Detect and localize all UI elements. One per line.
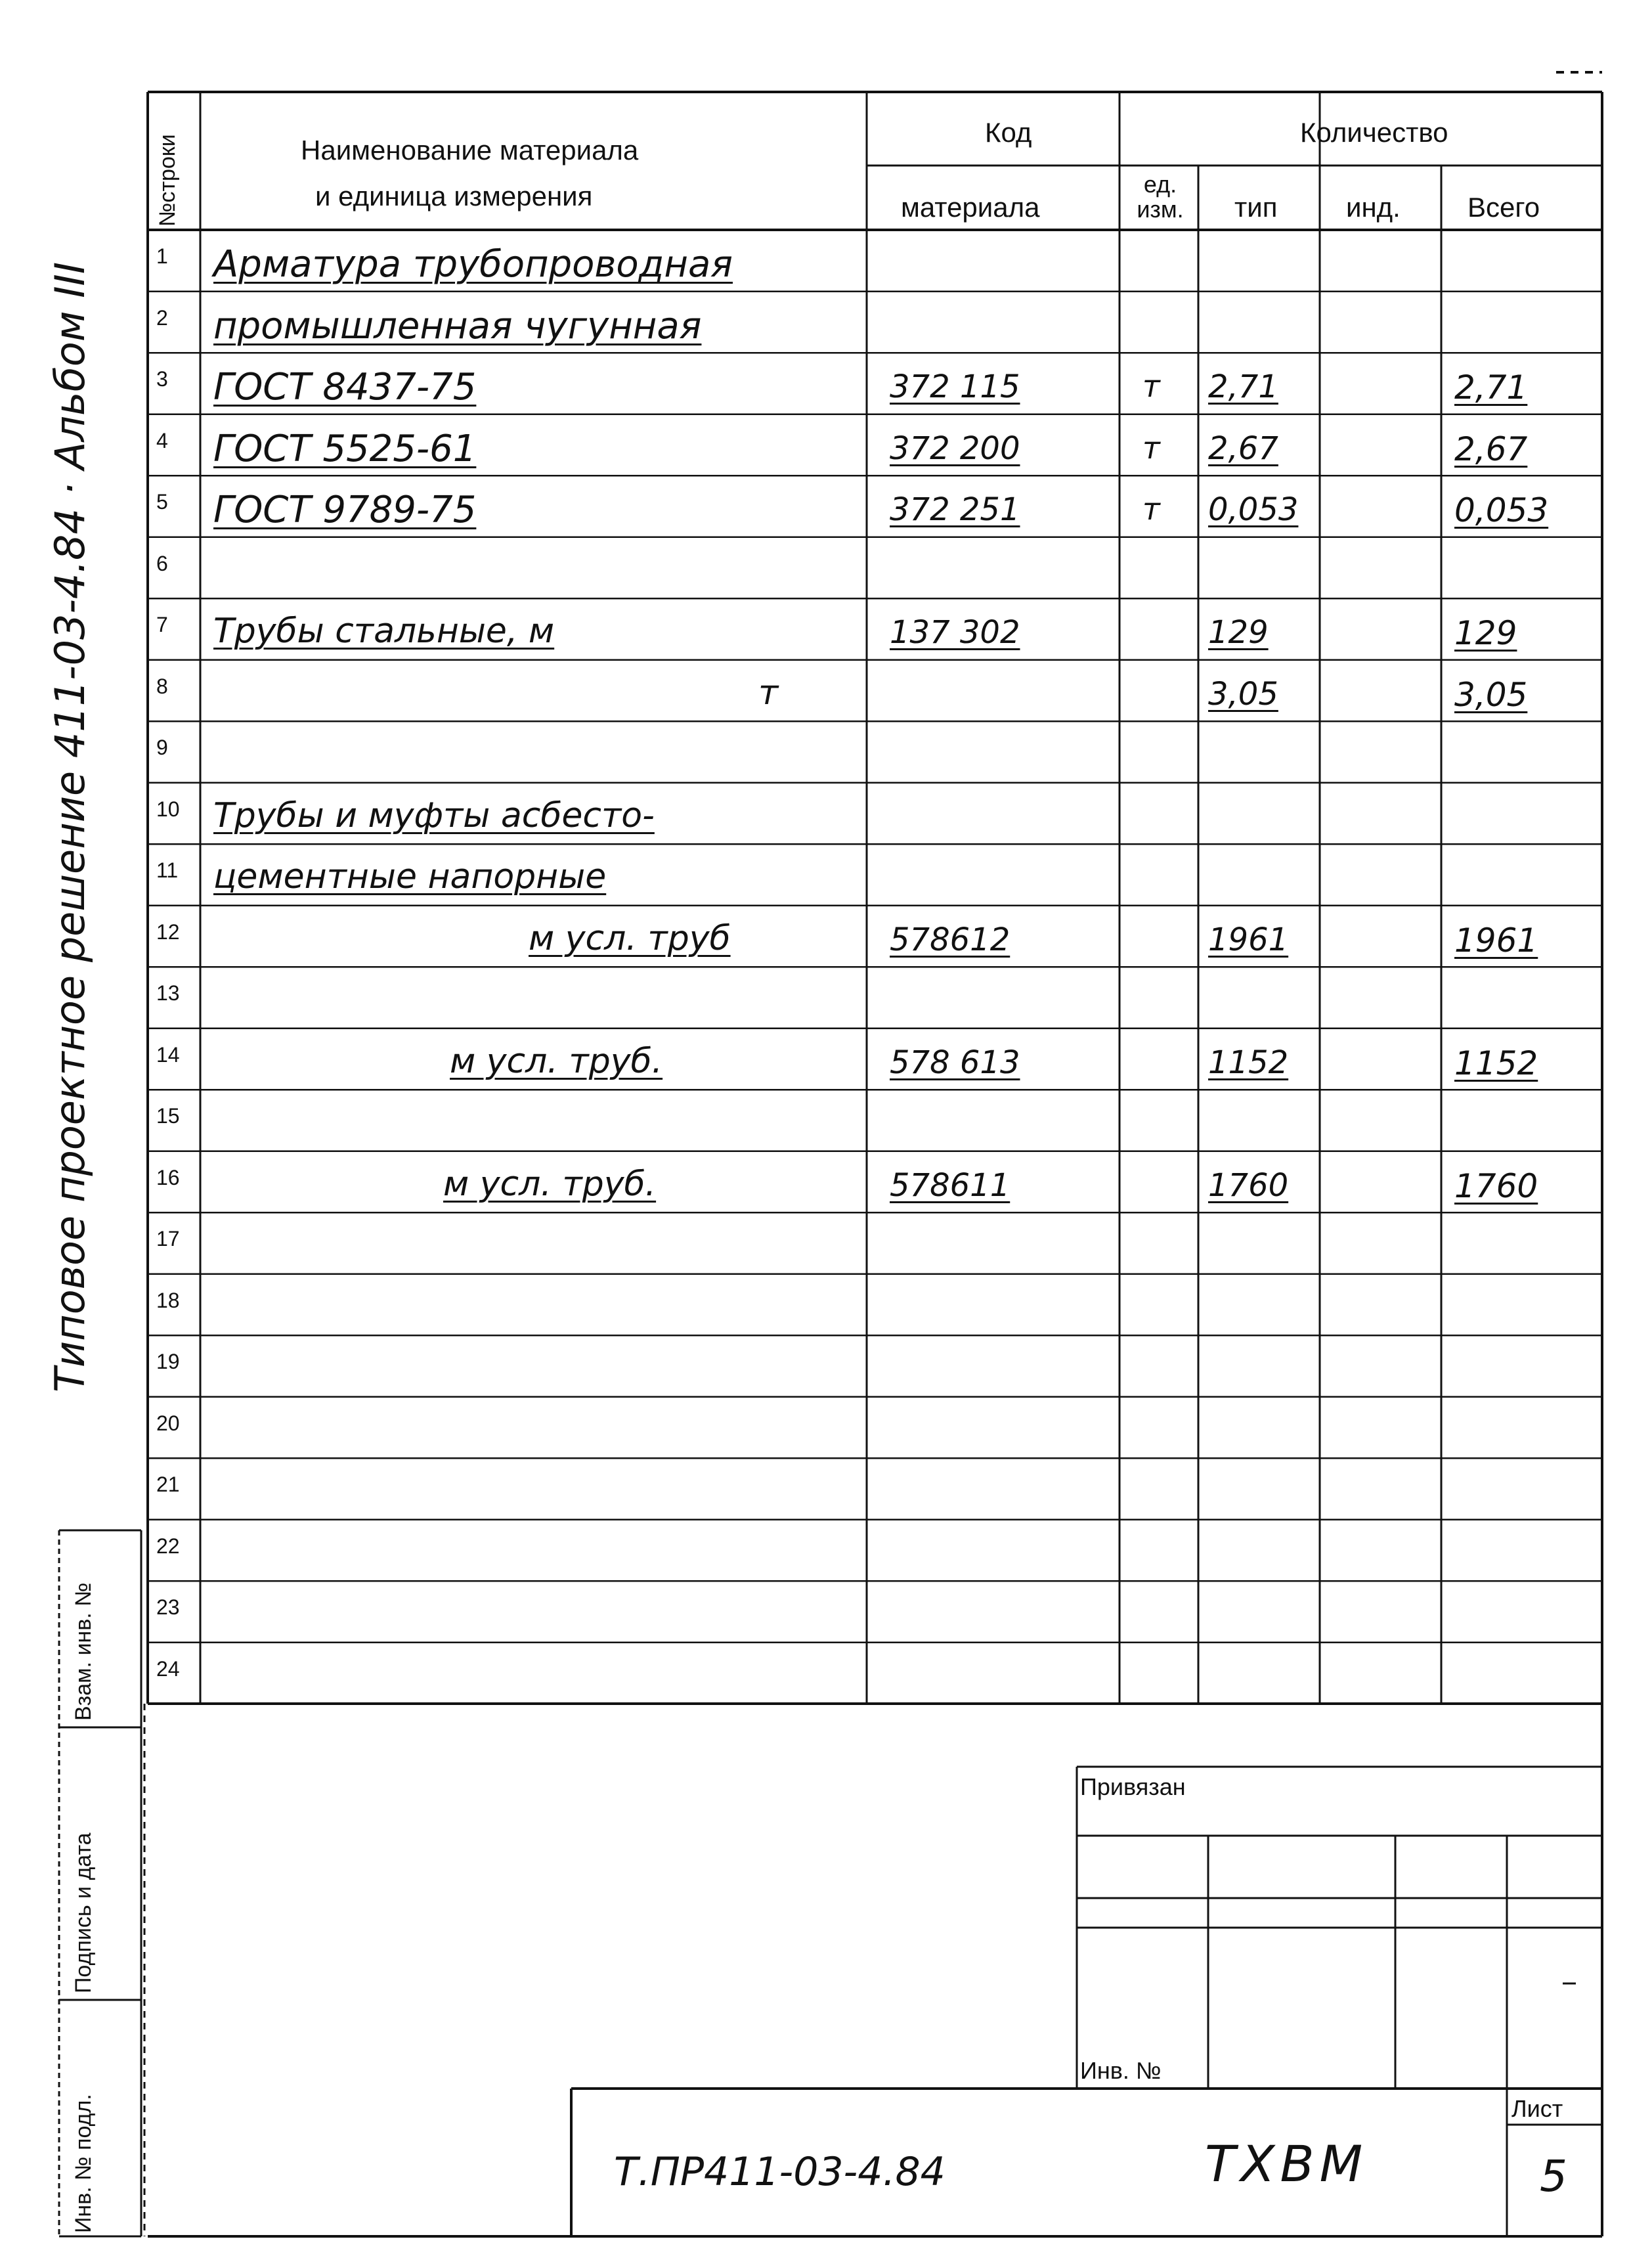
row-number: 22 (156, 1534, 180, 1558)
row-number: 16 (156, 1165, 180, 1189)
row-number: 17 (156, 1227, 180, 1251)
row-material-name: промышленная чугунная (213, 304, 702, 347)
header-code-material: материала (901, 192, 1040, 223)
row-number: 12 (156, 919, 180, 944)
row-number: 15 (156, 1104, 180, 1128)
header-qty-total: Всего (1467, 192, 1540, 223)
stamp-privyazan: Привязан (1080, 1773, 1186, 1800)
stamp-doc-code: Т.ПР411-03-4.84 (614, 2149, 946, 2195)
row-material-name: Трубы стальные, м (213, 611, 555, 651)
row-material-code: 578 613 (890, 1044, 1020, 1081)
row-qty-type: 129 (1208, 614, 1269, 651)
row-number: 18 (156, 1288, 180, 1312)
row-number: 7 (156, 613, 168, 636)
row-qty-type: 2,67 (1208, 430, 1278, 467)
header-code: Код (985, 117, 1032, 148)
header-code-unit: ед. изм. (1137, 171, 1184, 223)
row-material-code: 372 115 (890, 368, 1020, 405)
row-qty-total: 1760 (1454, 1166, 1538, 1205)
row-material-name: Трубы и муфты асбесто- (213, 795, 655, 835)
row-material-name: м усл. труб (529, 918, 731, 958)
header-name-line2: и единица измерения (315, 181, 593, 211)
row-material-name: т (758, 673, 779, 713)
row-number: 1 (156, 244, 168, 268)
row-qty-total: 1961 (1454, 921, 1538, 960)
row-number: 3 (156, 367, 168, 391)
row-number: 13 (156, 981, 180, 1005)
row-unit: т (1142, 430, 1160, 466)
row-qty-type: 3,05 (1208, 675, 1278, 713)
row-qty-total: 0,053 (1454, 491, 1549, 529)
header-quantity: Количество (1300, 117, 1448, 148)
stamp-mark: ТХВМ (1205, 2135, 1368, 2193)
row-material-code: 578611 (890, 1166, 1011, 1204)
row-unit: т (1142, 368, 1160, 404)
row-number: 6 (156, 551, 168, 575)
row-qty-total: 129 (1454, 614, 1517, 652)
row-number: 9 (156, 736, 168, 759)
row-material-name: ГОСТ 9789-75 (213, 489, 477, 531)
row-qty-type: 1760 (1208, 1166, 1289, 1204)
row-material-code: 372 251 (890, 491, 1020, 528)
row-qty-total: 2,67 (1454, 430, 1528, 468)
row-material-name: Арматура трубопроводная (213, 243, 733, 286)
row-number: 2 (156, 305, 168, 330)
row-material-name: м усл. труб. (450, 1041, 663, 1081)
row-qty-type: 1152 (1208, 1044, 1289, 1081)
row-number: 19 (156, 1350, 180, 1373)
row-qty-total: 3,05 (1454, 675, 1528, 714)
stamp-sheet-label: Лист (1511, 2095, 1563, 2122)
row-number: 11 (156, 858, 179, 882)
row-material-code: 578612 (890, 921, 1011, 958)
row-number: 10 (156, 797, 180, 821)
row-number: 21 (156, 1472, 180, 1496)
header-qty-type: тип (1234, 192, 1278, 223)
row-number: 24 (156, 1656, 180, 1681)
row-material-name: ГОСТ 8437-75 (213, 366, 477, 409)
row-material-code: 372 200 (890, 430, 1020, 467)
row-qty-type: 2,71 (1208, 368, 1278, 405)
row-qty-total: 2,71 (1454, 368, 1528, 407)
margin-inv-podl: Инв. № подл. (71, 2094, 96, 2233)
row-number: 14 (156, 1042, 180, 1067)
row-qty-type: 0,053 (1208, 491, 1299, 528)
row-qty-total: 1152 (1454, 1044, 1538, 1082)
side-title: Типовое проектное решение 411-03-4.84 · Альбом III (46, 261, 94, 1392)
header-row-no: №строки (155, 134, 180, 227)
row-number: 23 (156, 1595, 180, 1619)
header-name-line1: Наименование материала (301, 135, 639, 166)
row-material-name: м усл. труб. (443, 1164, 657, 1204)
margin-podpis-data: Подпись и дата (71, 1832, 96, 1993)
row-number: 5 (156, 490, 168, 514)
row-material-name: ГОСТ 5525-61 (213, 427, 477, 470)
row-number: 4 (156, 428, 168, 453)
row-number: 8 (156, 674, 168, 698)
row-material-name: цементные напорные (213, 857, 607, 897)
row-qty-type: 1961 (1208, 921, 1289, 958)
margin-vzam-inv: Взам. инв. № (71, 1582, 96, 1721)
header-qty-ind: инд. (1346, 192, 1401, 223)
stamp-inv-no: Инв. № (1080, 2057, 1162, 2084)
stamp-sheet-no: 5 (1540, 2151, 1567, 2202)
row-number: 20 (156, 1411, 180, 1435)
row-material-code: 137 302 (890, 614, 1020, 651)
row-unit: т (1142, 491, 1160, 527)
